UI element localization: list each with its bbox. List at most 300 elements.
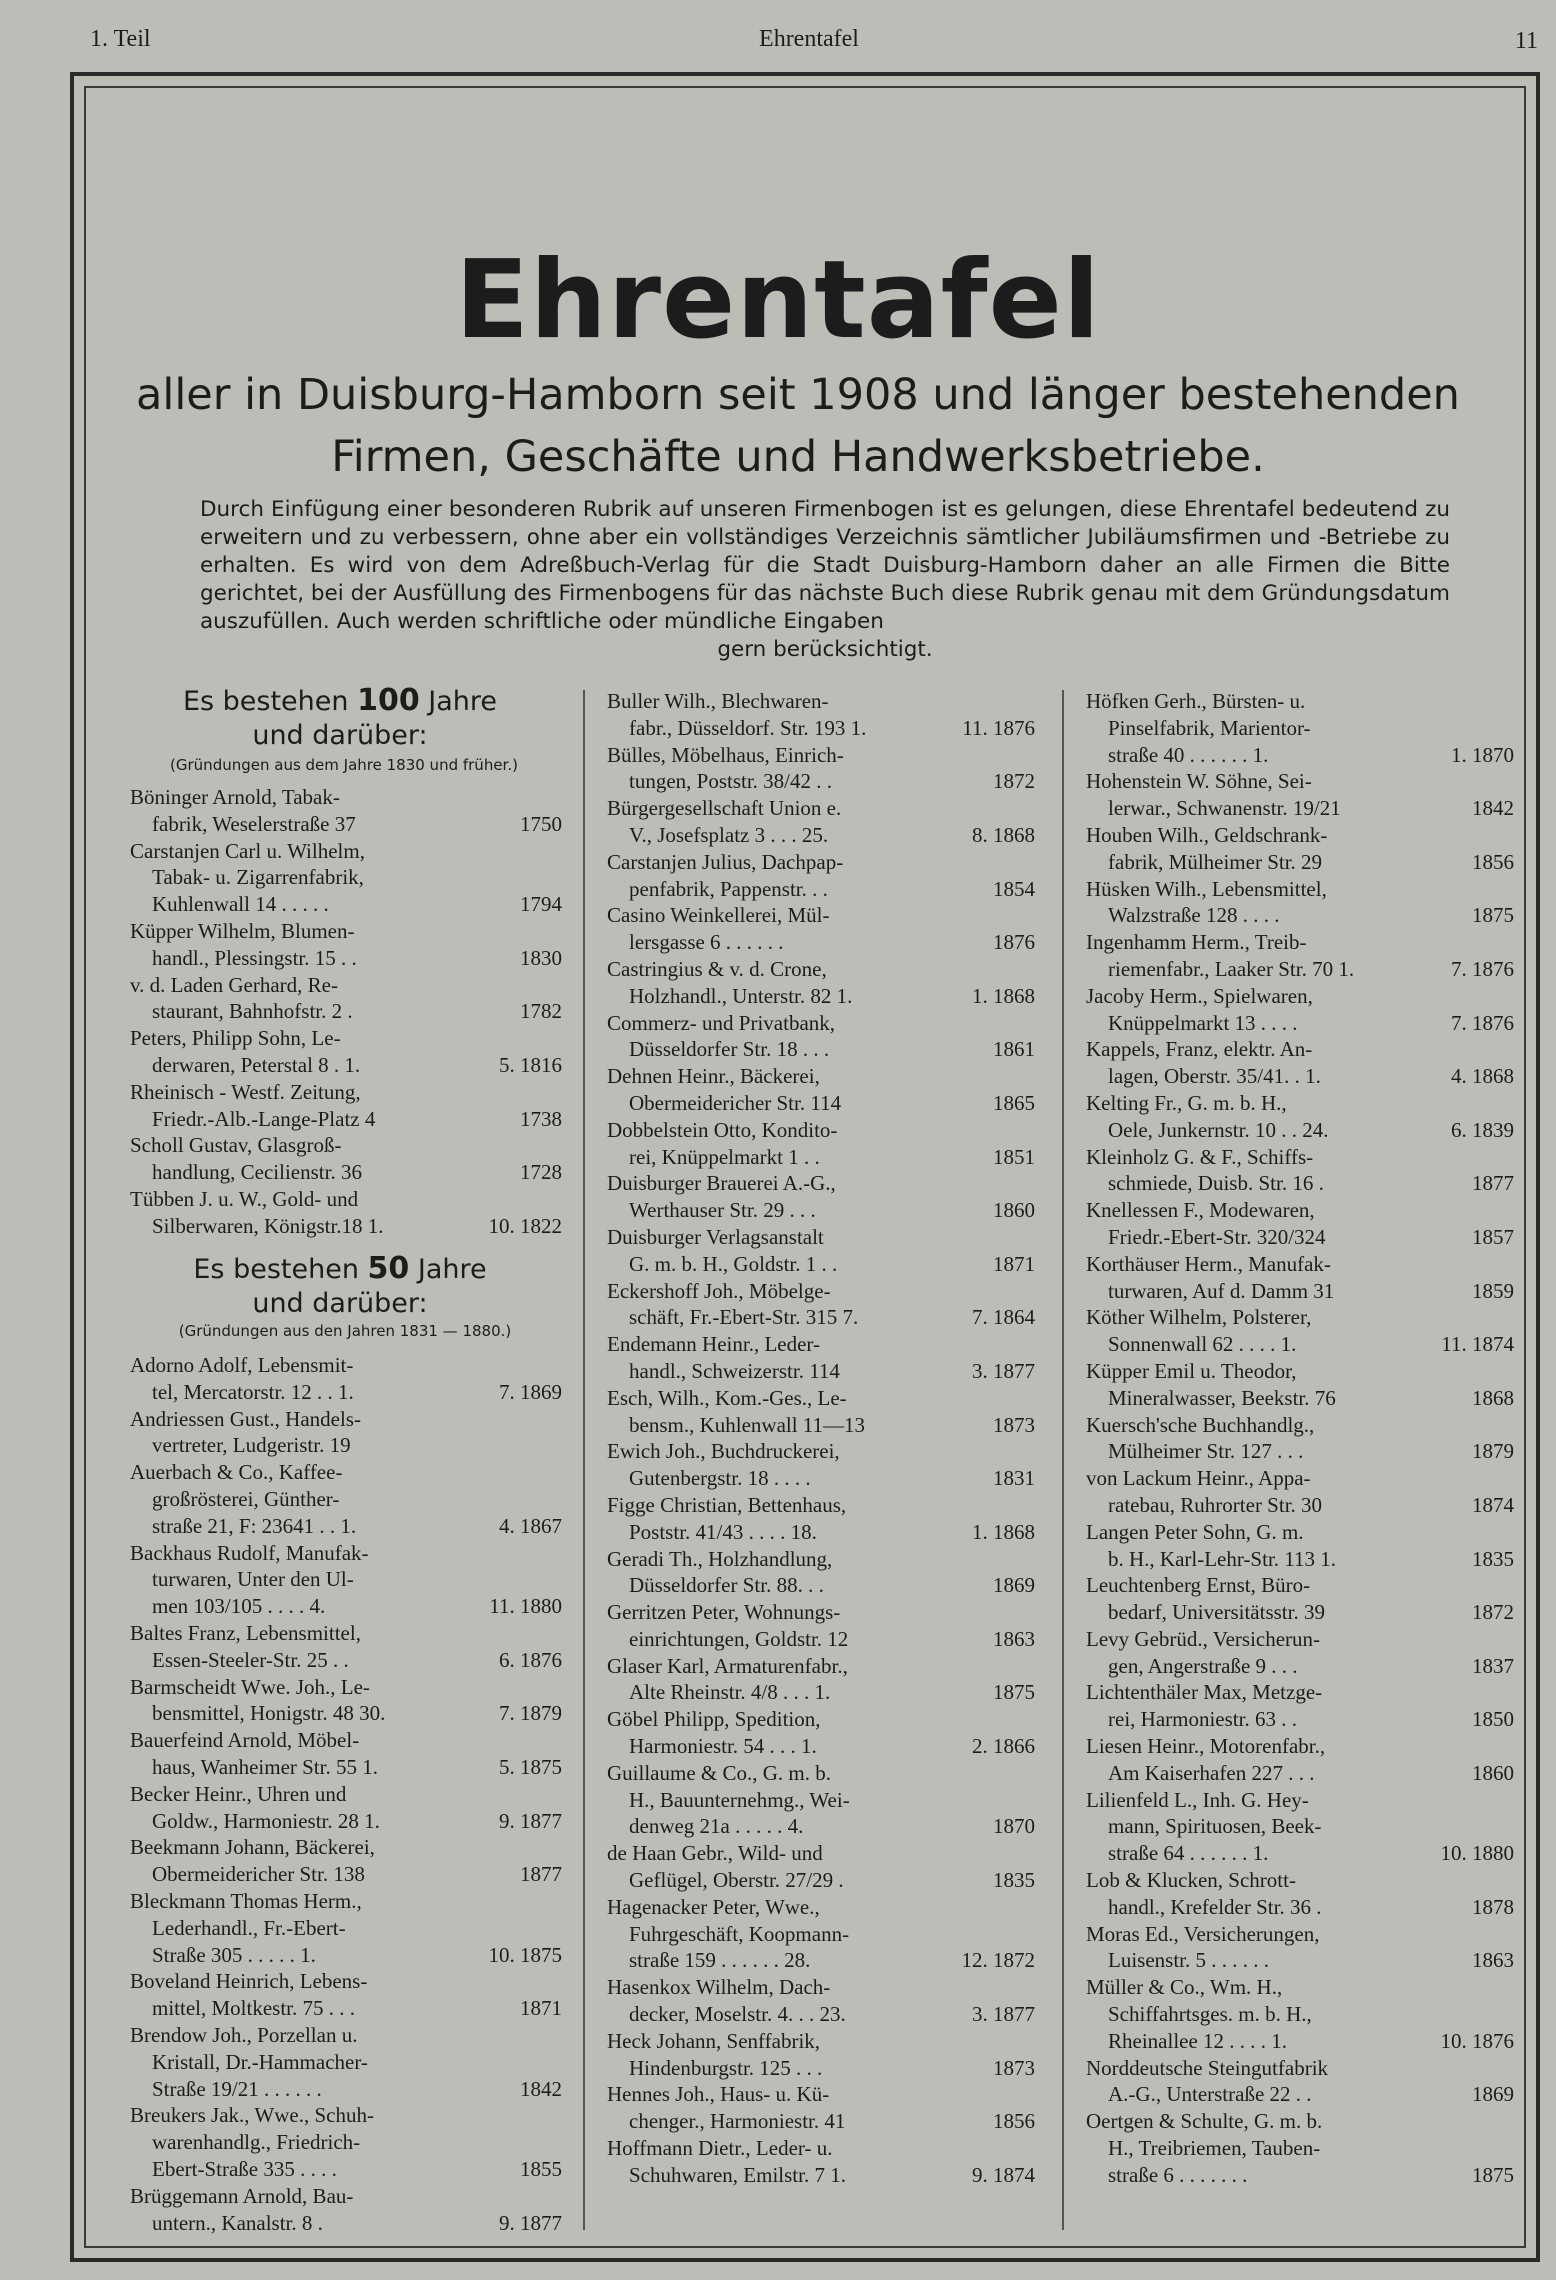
entry-address: turwaren, Auf d. Damm 31 bbox=[1108, 1278, 1335, 1303]
entry-name: Casino Weinkellerei, Mül- bbox=[607, 903, 830, 928]
section-100-heading-line2: und darüber: bbox=[252, 720, 428, 751]
section-100-note: (Gründungen aus dem Jahre 1830 und früher.) bbox=[170, 756, 518, 774]
entry-address: handl., Plessingstr. 15 . . bbox=[152, 945, 357, 970]
entry-address: Silberwaren, Königstr.18 1. bbox=[152, 1213, 384, 1238]
page-title: Ehrentafel bbox=[455, 238, 1101, 363]
entry-address: schäft, Fr.-Ebert-Str. 315 7. bbox=[629, 1305, 859, 1330]
entry-name: Höfken Gerh., Bürsten- u. bbox=[1086, 689, 1306, 713]
entry-address: straße 21, F: 23641 . . 1. bbox=[152, 1513, 357, 1538]
founding-date: 12. 1872 bbox=[961, 1948, 1035, 1973]
entry-address: Mülheimer Str. 127 . . . bbox=[1108, 1439, 1304, 1464]
founding-date: 1872 bbox=[993, 769, 1035, 794]
entry-name: Küpper Wilhelm, Blumen- bbox=[130, 918, 355, 943]
entry-address: einrichtungen, Goldstr. 12 bbox=[629, 1626, 849, 1651]
page-number: 11 bbox=[1514, 28, 1538, 54]
entry-name: Küpper Emil u. Theodor, bbox=[1086, 1358, 1297, 1383]
entry-name: Kappels, Franz, elektr. An- bbox=[1086, 1037, 1313, 1062]
list-item bbox=[130, 838, 562, 918]
section-50-heading-post: Jahre bbox=[409, 1254, 487, 1285]
entry-address: penfabrik, Pappenstr. . . bbox=[629, 876, 828, 901]
founding-date: 7. 1869 bbox=[499, 1379, 562, 1404]
entry-name: Buller Wilh., Blechwaren- bbox=[607, 689, 829, 713]
list-item bbox=[1086, 929, 1514, 983]
column-divider bbox=[1062, 690, 1064, 2230]
list-item bbox=[130, 1406, 562, 1460]
entry-name: Kelting Fr., G. m. b. H., bbox=[1086, 1090, 1287, 1115]
founding-date: 1831 bbox=[993, 1466, 1035, 1491]
founding-date: 1794 bbox=[520, 892, 562, 917]
entry-name: Bürgergesellschaft Union e. bbox=[607, 796, 842, 821]
section-100-list bbox=[130, 784, 562, 1240]
founding-date: 7. 1879 bbox=[499, 1701, 562, 1726]
entry-name: Esch, Wilh., Kom.-Ges., Le- bbox=[607, 1385, 847, 1410]
entry-address: Schiffahrtsges. m. b. H., bbox=[1108, 2002, 1312, 2027]
list-item bbox=[130, 1620, 562, 1674]
list-item bbox=[607, 1840, 1035, 1894]
entry-address: Schuhwaren, Emilstr. 7 1. bbox=[629, 2162, 846, 2187]
list-item bbox=[607, 902, 1035, 956]
entry-name: v. d. Laden Gerhard, Re- bbox=[130, 972, 338, 997]
list-item bbox=[1086, 1465, 1514, 1519]
list-item bbox=[607, 1438, 1035, 1492]
entry-address: Obermeidericher Str. 114 bbox=[629, 1090, 842, 1115]
entry-address: Luisenstr. 5 . . . . . . bbox=[1108, 1948, 1269, 1973]
entry-name: Leuchtenberg Ernst, Büro- bbox=[1086, 1573, 1311, 1598]
founding-date: 10. 1880 bbox=[1440, 1841, 1514, 1866]
founding-date: 1871 bbox=[520, 1996, 562, 2021]
subtitle-line-1: aller in Duisburg-Hamborn seit 1908 und länger bestehenden bbox=[136, 370, 1460, 420]
entry-address: Hindenburgstr. 125 . . . bbox=[629, 2055, 823, 2080]
entry-name: Geradi Th., Holzhandlung, bbox=[607, 1546, 833, 1571]
founding-date: 1875 bbox=[1472, 903, 1514, 928]
list-item bbox=[607, 1170, 1035, 1224]
entry-address: ratebau, Ruhrorter Str. 30 bbox=[1108, 1492, 1323, 1517]
entry-address: Harmoniestr. 54 . . . 1. bbox=[629, 1734, 817, 1759]
list-item bbox=[607, 1599, 1035, 1653]
founding-date: 1860 bbox=[993, 1198, 1035, 1223]
entry-name: Kuersch'sche Buchhandlg., bbox=[1086, 1412, 1315, 1437]
founding-date: 1861 bbox=[993, 1037, 1035, 1062]
list-item bbox=[607, 1653, 1035, 1707]
entry-address: straße 6 . . . . . . . bbox=[1108, 2162, 1248, 2187]
entry-name: Peters, Philipp Sohn, Le- bbox=[130, 1026, 341, 1051]
entry-address: Werthauser Str. 29 . . . bbox=[629, 1198, 816, 1223]
section-50-heading bbox=[130, 1252, 550, 1321]
entry-name: Andriessen Gust., Handels- bbox=[130, 1406, 361, 1431]
founding-date: 1874 bbox=[1472, 1492, 1514, 1517]
entry-address: straße 64 . . . . . . 1. bbox=[1108, 1841, 1269, 1866]
intro-text: Durch Einfügung einer besonderen Rubrik auf unseren Firmenbogen ist es gelungen, diese Ehrentafel bedeutend zu erweitern und zu verbessern, ohne aber ein vollständiges Verzeichnis sämtlicher Jubiläumsfirmen und -Betriebe zu erhalten. Es wird von dem Adreßbuch-Verlag für die Stadt Duisburg-Hamborn daher an alle Firmen die Bitte gerichtet, bei der Ausfüllung des Firmenbogens für das nächste Buch diese Rubrik genau mit dem Gründungsdatum auszufüllen. Auch werden schriftliche oder mündliche Eingaben bbox=[200, 497, 1450, 634]
entry-name: Köther Wilhelm, Polsterer, bbox=[1086, 1305, 1312, 1330]
founding-date: 1871 bbox=[993, 1251, 1035, 1276]
entry-address: Walzstraße 128 . . . . bbox=[1108, 903, 1280, 928]
founding-date: 1. 1870 bbox=[1451, 742, 1514, 767]
list-item bbox=[1086, 876, 1514, 930]
entry-address: fabr., Düsseldorf. Str. 193 1. bbox=[629, 715, 867, 740]
entry-name: Tübben J. u. W., Gold- und bbox=[130, 1186, 359, 1211]
founding-date: 1865 bbox=[993, 1090, 1035, 1115]
entry-address: Obermeidericher Str. 138 bbox=[152, 1862, 365, 1887]
list-item bbox=[607, 1063, 1035, 1117]
list-item bbox=[1086, 1090, 1514, 1144]
list-item bbox=[130, 1459, 562, 1539]
list-item bbox=[607, 742, 1035, 796]
list-item bbox=[1086, 688, 1514, 768]
section-100-heading-pre: Es bestehen bbox=[182, 686, 358, 717]
founding-date: 11. 1876 bbox=[962, 715, 1035, 740]
founding-date: 7. 1876 bbox=[1451, 1010, 1514, 1035]
founding-date: 1870 bbox=[993, 1814, 1035, 1839]
entry-name: Gerritzen Peter, Wohnungs- bbox=[607, 1600, 841, 1625]
entry-name: Castringius & v. d. Crone, bbox=[607, 956, 827, 981]
entry-name: Jacoby Herm., Spielwaren, bbox=[1086, 983, 1313, 1008]
entry-name: Kleinholz G. & F., Schiffs- bbox=[1086, 1144, 1314, 1169]
entry-name: Müller & Co., Wm. H., bbox=[1086, 1975, 1283, 2000]
entry-address: chenger., Harmoniestr. 41 bbox=[629, 2109, 846, 2134]
entry-address: lerwar., Schwanenstr. 19/21 bbox=[1108, 796, 1341, 821]
section-100-heading bbox=[130, 684, 550, 753]
entry-address: Gutenbergstr. 18 . . . . bbox=[629, 1466, 811, 1491]
subtitle-line-2: Firmen, Geschäfte und Handwerksbetriebe. bbox=[331, 432, 1265, 482]
entry-address: straße 40 . . . . . . 1. bbox=[1108, 742, 1269, 767]
entry-address: bedarf, Universitätsstr. 39 bbox=[1108, 1600, 1325, 1625]
entry-name: Bauerfeind Arnold, Möbel- bbox=[130, 1728, 360, 1753]
list-item bbox=[1086, 2055, 1514, 2109]
list-item bbox=[130, 1968, 562, 2022]
founding-date: 2. 1866 bbox=[972, 1734, 1035, 1759]
entry-address: Straße 19/21 . . . . . . bbox=[152, 2076, 322, 2101]
list-item bbox=[607, 1224, 1035, 1278]
founding-date: 1873 bbox=[993, 1412, 1035, 1437]
entry-name: Knellessen F., Modewaren, bbox=[1086, 1198, 1315, 1223]
founding-date: 11. 1874 bbox=[1441, 1332, 1514, 1357]
entry-address: Rheinallee 12 . . . . 1. bbox=[1108, 2028, 1288, 2053]
entry-name: Brüggemann Arnold, Bau- bbox=[130, 2183, 354, 2208]
entry-name: Heck Johann, Senffabrik, bbox=[607, 2028, 821, 2053]
founding-date: 9. 1877 bbox=[499, 1808, 562, 1833]
entry-address: gen, Angerstraße 9 . . . bbox=[1108, 1653, 1298, 1678]
list-item bbox=[1086, 1572, 1514, 1626]
entry-address: bensm., Kuhlenwall 11—13 bbox=[629, 1412, 866, 1437]
list-item bbox=[1086, 1921, 1514, 1975]
founding-date: 1750 bbox=[520, 811, 562, 836]
list-item bbox=[1086, 1036, 1514, 1090]
entry-name: Hennes Joh., Haus- u. Kü- bbox=[607, 2082, 830, 2107]
entry-address: tel, Mercatorstr. 12 . . 1. bbox=[152, 1379, 354, 1404]
entry-name: Lob & Klucken, Schrott- bbox=[1086, 1868, 1296, 1893]
founding-date: 1842 bbox=[1472, 796, 1514, 821]
entry-name: Endemann Heinr., Leder- bbox=[607, 1332, 820, 1357]
list-item bbox=[607, 956, 1035, 1010]
list-item bbox=[130, 1674, 562, 1728]
list-item bbox=[607, 2135, 1035, 2189]
founding-date: 1863 bbox=[993, 1626, 1035, 1651]
entry-name: Figge Christian, Bettenhaus, bbox=[607, 1492, 847, 1517]
entry-address: derwaren, Peterstal 8 . 1. bbox=[152, 1052, 361, 1077]
founding-date: 1873 bbox=[993, 2055, 1035, 2080]
entry-name: Bülles, Möbelhaus, Einrich- bbox=[607, 742, 844, 767]
list-item bbox=[1086, 768, 1514, 822]
list-item bbox=[130, 1540, 562, 1620]
entry-address: denweg 21a . . . . . 4. bbox=[629, 1814, 804, 1839]
entry-address: schmiede, Duisb. Str. 16 . bbox=[1108, 1171, 1324, 1196]
list-item bbox=[607, 1706, 1035, 1760]
entry-name: Norddeutsche Steingutfabrik bbox=[1086, 2055, 1329, 2080]
entry-address: Düsseldorfer Str. 88. . . bbox=[629, 1573, 824, 1598]
entry-name: Barmscheidt Wwe. Joh., Le- bbox=[130, 1674, 370, 1699]
entry-address: Straße 305 . . . . . 1. bbox=[152, 1942, 316, 1967]
entry-address: tungen, Poststr. 38/42 . . bbox=[629, 769, 833, 794]
entry-address: lersgasse 6 . . . . . . bbox=[629, 930, 784, 955]
founding-date: 1877 bbox=[1472, 1171, 1514, 1196]
entry-name: Brendow Joh., Porzellan u. bbox=[130, 2022, 358, 2047]
entry-address: A.-G., Unterstraße 22 . . bbox=[1108, 2082, 1312, 2107]
entry-address: men 103/105 . . . . 4. bbox=[152, 1594, 326, 1619]
entry-name: Lichtenthäler Max, Metzge- bbox=[1086, 1680, 1323, 1705]
entry-name: Duisburger Verlagsanstalt bbox=[607, 1224, 824, 1249]
list-item bbox=[1086, 1144, 1514, 1198]
list-item bbox=[607, 1278, 1035, 1332]
list-item bbox=[1086, 1197, 1514, 1251]
entry-name: Lilienfeld L., Inh. G. Hey- bbox=[1086, 1787, 1309, 1812]
entry-address: Kuhlenwall 14 . . . . . bbox=[152, 892, 329, 917]
list-item bbox=[607, 1010, 1035, 1064]
entry-address: mann, Spirituosen, Beek- bbox=[1108, 1814, 1322, 1839]
founding-date: 1875 bbox=[993, 1680, 1035, 1705]
list-item bbox=[1086, 822, 1514, 876]
list-item bbox=[130, 784, 562, 838]
founding-date: 1728 bbox=[520, 1160, 562, 1185]
founding-date: 1877 bbox=[520, 1862, 562, 1887]
running-head bbox=[80, 22, 1538, 62]
founding-date: 1872 bbox=[1472, 1600, 1514, 1625]
entry-address: turwaren, Unter den Ul- bbox=[152, 1567, 354, 1592]
entry-address: untern., Kanalstr. 8 . bbox=[152, 2210, 323, 2235]
list-item bbox=[1086, 1733, 1514, 1787]
founding-date: 1851 bbox=[993, 1144, 1035, 1169]
founding-date: 1855 bbox=[520, 2156, 562, 2181]
intro-text-last: gern berücksichtigt. bbox=[717, 637, 933, 662]
entry-address: Holzhandl., Unterstr. 82 1. bbox=[629, 983, 853, 1008]
founding-date: 1830 bbox=[520, 945, 562, 970]
entry-address: H., Treibriemen, Tauben- bbox=[1108, 2136, 1321, 2161]
list-item bbox=[1086, 1787, 1514, 1867]
list-item bbox=[1086, 1251, 1514, 1305]
list-item bbox=[130, 972, 562, 1026]
entry-address: handlung, Cecilienstr. 36 bbox=[152, 1160, 362, 1185]
entry-address: vertreter, Ludgeristr. 19 bbox=[152, 1433, 351, 1458]
list-item bbox=[607, 1492, 1035, 1546]
entry-name: Dobbelstein Otto, Kondito- bbox=[607, 1117, 838, 1142]
list-item bbox=[1086, 1519, 1514, 1573]
list-item bbox=[607, 1385, 1035, 1439]
entry-name: Korthäuser Herm., Manufak- bbox=[1086, 1251, 1331, 1276]
list-item bbox=[130, 1352, 562, 1406]
founding-date: 3. 1877 bbox=[972, 2002, 1035, 2027]
founding-date: 1875 bbox=[1472, 2162, 1514, 2187]
intro-paragraph bbox=[200, 496, 1450, 664]
entry-address: b. H., Karl-Lehr-Str. 113 1. bbox=[1108, 1546, 1337, 1571]
entry-address: Poststr. 41/43 . . . . 18. bbox=[629, 1519, 817, 1544]
entry-name: Levy Gebrüd., Versicherun- bbox=[1086, 1626, 1321, 1651]
list-item bbox=[1086, 2108, 1514, 2188]
entry-address: warenhandlg., Friedrich- bbox=[152, 2130, 361, 2155]
column-divider bbox=[583, 690, 585, 2230]
entry-address: staurant, Bahnhofstr. 2 . bbox=[152, 999, 353, 1024]
entry-address: rei, Harmoniestr. 63 . . bbox=[1108, 1707, 1297, 1732]
founding-date: 1876 bbox=[993, 930, 1035, 955]
entry-address: decker, Moselstr. 4. . . 23. bbox=[629, 2002, 846, 2027]
running-head-part: 1. Teil bbox=[90, 26, 151, 52]
entry-address: mittel, Moltkestr. 75 . . . bbox=[152, 1996, 355, 2021]
list-item bbox=[607, 688, 1035, 742]
list-item bbox=[607, 1546, 1035, 1600]
list-item bbox=[130, 1079, 562, 1133]
founding-date: 10. 1822 bbox=[488, 1213, 562, 1238]
section-50-heading-num: 50 bbox=[367, 1251, 410, 1286]
list-item bbox=[1086, 1358, 1514, 1412]
founding-date: 1863 bbox=[1472, 1948, 1514, 1973]
entry-address: fabrik, Weselerstraße 37 bbox=[152, 811, 356, 836]
entry-name: Langen Peter Sohn, G. m. bbox=[1086, 1519, 1304, 1544]
entry-address: Knüppelmarkt 13 . . . . bbox=[1108, 1010, 1298, 1035]
entry-address: bensmittel, Honigstr. 48 30. bbox=[152, 1701, 386, 1726]
entry-name: Baltes Franz, Lebensmittel, bbox=[130, 1620, 361, 1645]
section-50-list bbox=[130, 1352, 562, 2236]
entry-address: haus, Wanheimer Str. 55 1. bbox=[152, 1754, 378, 1779]
founding-date: 1. 1868 bbox=[972, 983, 1035, 1008]
entry-address: H., Bauunternehmg., Wei- bbox=[629, 1787, 850, 1812]
list-item bbox=[130, 1727, 562, 1781]
list-item bbox=[130, 1888, 562, 1968]
founding-date: 1. 1868 bbox=[972, 1519, 1035, 1544]
column-2-list bbox=[607, 688, 1035, 2189]
founding-date: 1878 bbox=[1472, 1894, 1514, 1919]
entry-name: Becker Heinr., Uhren und bbox=[130, 1781, 347, 1806]
entry-address: Friedr.-Alb.-Lange-Platz 4 bbox=[152, 1106, 376, 1131]
list-item bbox=[1086, 1412, 1514, 1466]
entry-address: Mineralwasser, Beekstr. 76 bbox=[1108, 1385, 1336, 1410]
entry-address: Essen-Steeler-Str. 25 . . bbox=[152, 1647, 349, 1672]
list-item bbox=[1086, 1304, 1514, 1358]
entry-address: Pinselfabrik, Marientor- bbox=[1108, 715, 1311, 740]
list-item bbox=[607, 2028, 1035, 2082]
founding-date: 1859 bbox=[1472, 1278, 1514, 1303]
entry-name: Hohenstein W. Söhne, Sei- bbox=[1086, 769, 1312, 794]
founding-date: 6. 1839 bbox=[1451, 1117, 1514, 1142]
entry-name: Böninger Arnold, Tabak- bbox=[130, 785, 340, 809]
entry-name: Eckershoff Joh., Möbelge- bbox=[607, 1278, 831, 1303]
entry-address: Goldw., Harmoniestr. 28 1. bbox=[152, 1808, 380, 1833]
entry-name: Göbel Philipp, Spedition, bbox=[607, 1707, 821, 1732]
list-item bbox=[1086, 983, 1514, 1037]
founding-date: 1842 bbox=[520, 2076, 562, 2101]
list-item bbox=[130, 1132, 562, 1186]
founding-date: 1869 bbox=[993, 1573, 1035, 1598]
entry-address: Lederhandl., Fr.-Ebert- bbox=[152, 1915, 346, 1940]
list-item bbox=[607, 1117, 1035, 1171]
entry-name: Houben Wilh., Geldschrank- bbox=[1086, 822, 1328, 847]
founding-date: 1854 bbox=[993, 876, 1035, 901]
founding-date: 6. 1876 bbox=[499, 1647, 562, 1672]
running-head-title: Ehrentafel bbox=[759, 26, 859, 52]
list-item bbox=[130, 918, 562, 972]
entry-address: rei, Knüppelmarkt 1 . . bbox=[629, 1144, 820, 1169]
list-item bbox=[130, 2102, 562, 2182]
list-item bbox=[130, 1834, 562, 1888]
entry-name: Commerz- und Privatbank, bbox=[607, 1010, 836, 1035]
founding-date: 1835 bbox=[1472, 1546, 1514, 1571]
entry-address: Oele, Junkernstr. 10 . . 24. bbox=[1108, 1117, 1329, 1142]
founding-date: 9. 1877 bbox=[499, 2210, 562, 2235]
list-item bbox=[607, 1974, 1035, 2028]
entry-address: Düsseldorfer Str. 18 . . . bbox=[629, 1037, 830, 1062]
entry-name: Hagenacker Peter, Wwe., bbox=[607, 1894, 820, 1919]
entry-address: V., Josefsplatz 3 . . . 25. bbox=[629, 822, 829, 847]
list-item bbox=[607, 1894, 1035, 1974]
entry-address: großrösterei, Günther- bbox=[152, 1486, 340, 1511]
entry-name: Breukers Jak., Wwe., Schuh- bbox=[130, 2103, 374, 2128]
entry-name: Moras Ed., Versicherungen, bbox=[1086, 1921, 1320, 1946]
entry-address: handl., Krefelder Str. 36 . bbox=[1108, 1894, 1322, 1919]
founding-date: 1879 bbox=[1472, 1439, 1514, 1464]
list-item bbox=[130, 1781, 562, 1835]
list-item bbox=[130, 2022, 562, 2102]
list-item bbox=[607, 1331, 1035, 1385]
entry-address: fabrik, Mülheimer Str. 29 bbox=[1108, 849, 1323, 874]
entry-address: lagen, Oberstr. 35/41. . 1. bbox=[1108, 1064, 1321, 1089]
founding-date: 1850 bbox=[1472, 1707, 1514, 1732]
entry-address: Sonnenwall 62 . . . . 1. bbox=[1108, 1332, 1297, 1357]
founding-date: 1835 bbox=[993, 1868, 1035, 1893]
entry-address: Fuhrgeschäft, Koopmann- bbox=[629, 1921, 850, 1946]
entry-name: Dehnen Heinr., Bäckerei, bbox=[607, 1064, 820, 1089]
founding-date: 7. 1864 bbox=[972, 1305, 1035, 1330]
entry-name: Guillaume & Co., G. m. b. bbox=[607, 1760, 831, 1785]
founding-date: 1860 bbox=[1472, 1760, 1514, 1785]
founding-date: 1857 bbox=[1472, 1224, 1514, 1249]
founding-date: 1869 bbox=[1472, 2082, 1514, 2107]
entry-address: Tabak- u. Zigarrenfabrik, bbox=[152, 865, 364, 890]
list-item bbox=[1086, 1867, 1514, 1921]
entry-name: Hasenkox Wilhelm, Dach- bbox=[607, 1975, 831, 2000]
entry-address: Friedr.-Ebert-Str. 320/324 bbox=[1108, 1224, 1326, 1249]
section-50-note: (Gründungen aus den Jahren 1831 — 1880.) bbox=[178, 1322, 512, 1340]
entry-name: Boveland Heinrich, Lebens- bbox=[130, 1969, 368, 1994]
list-item bbox=[130, 1186, 562, 1240]
entry-name: Glaser Karl, Armaturenfabr., bbox=[607, 1653, 848, 1678]
founding-date: 1856 bbox=[993, 2109, 1035, 2134]
list-item bbox=[1086, 1626, 1514, 1680]
entry-name: Carstanjen Carl u. Wilhelm, bbox=[130, 838, 365, 863]
entry-name: Rheinisch - Westf. Zeitung, bbox=[130, 1079, 361, 1104]
entry-name: de Haan Gebr., Wild- und bbox=[607, 1841, 823, 1866]
founding-date: 5. 1875 bbox=[499, 1754, 562, 1779]
list-item bbox=[607, 849, 1035, 903]
founding-date: 1782 bbox=[520, 999, 562, 1024]
entry-name: Scholl Gustav, Glasgroß- bbox=[130, 1133, 342, 1158]
founding-date: 1738 bbox=[520, 1106, 562, 1131]
section-100-heading-num: 100 bbox=[357, 683, 420, 718]
list-item bbox=[1086, 1679, 1514, 1733]
entry-address: Kristall, Dr.-Hammacher- bbox=[152, 2049, 368, 2074]
entry-name: Hoffmann Dietr., Leder- u. bbox=[607, 2136, 833, 2161]
list-item bbox=[130, 2183, 562, 2237]
entry-name: Backhaus Rudolf, Manufak- bbox=[130, 1540, 369, 1565]
column-3-list bbox=[1086, 688, 1514, 2189]
founding-date: 7. 1876 bbox=[1451, 956, 1514, 981]
entry-name: von Lackum Heinr., Appa- bbox=[1086, 1466, 1311, 1491]
